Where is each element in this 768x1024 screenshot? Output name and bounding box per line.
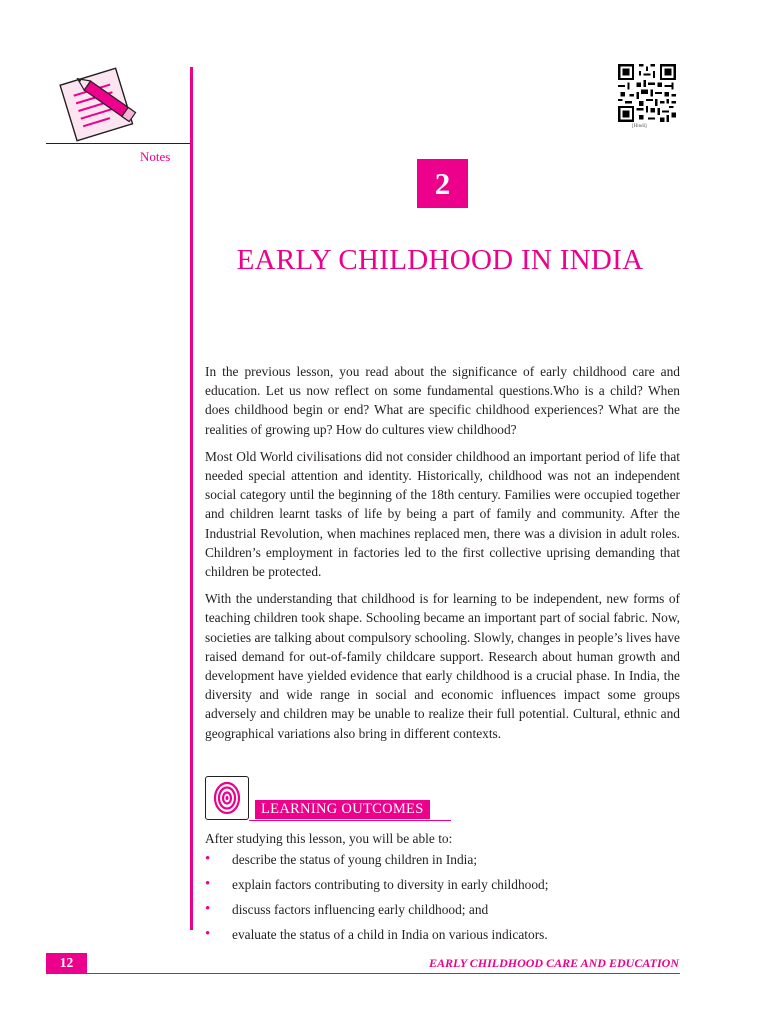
notes-rule — [46, 143, 190, 144]
learning-outcomes-list — [205, 852, 548, 952]
learning-outcomes-heading: LEARNING OUTCOMES — [255, 800, 430, 819]
paragraph-history: Most Old World civilisations did not consider childhood an important period of life that needed special attention and identity. Historically, childhood was not an independent social category until the beginning of the 18th century. Families were occupied together and children learnt tasks of life by being a part of family and community. After the Industrial Revolution, when machines replaced men, there was a division in adult roles. Children’s employment in factories led to the first collective uprising demanding that children be protected. — [205, 448, 680, 580]
qr-code-icon[interactable] — [618, 64, 676, 122]
paragraph-intro: In the previous lesson, you read about the significance of early childhood care and education. Let us now reflect on some fundamental questions.Who is a child? When does childhood begin or end? What are specific childhood experiences? What are the realities of growing up? How do cultures view childhood? — [205, 364, 680, 437]
notepad-pencil-icon — [50, 62, 150, 142]
list-item-text: explain factors contributing to diversity in early childhood; — [232, 877, 549, 892]
footer-rule — [46, 973, 680, 974]
footer-book-title: EARLY CHILDHOOD CARE AND EDUCATION — [428, 956, 679, 970]
paragraph-schooling: With the understanding that childhood is for learning to be independent, new forms of teaching children took shape. Schooling became an important part of social fabric. Now, societies are talking about compulsory schooling. Slowly, changes in people’s lives have raised demand for out-of-family childcare support. Research about human growth and development have yielded evidence that early childhood is a crucial phase. In India, the diversity and wide range in social and economic influences impact some groups adversely and children may be unable to realize their full potential. Cultural, ethnic and geographical variations also bring in different contexts. — [205, 591, 680, 741]
bullet-icon: • — [205, 901, 211, 917]
list-item-text: describe the status of young children in India; — [232, 852, 478, 867]
qr-caption: [Hindi] — [632, 124, 647, 129]
target-icon — [205, 776, 249, 820]
list-item — [205, 902, 548, 927]
learning-outcomes-rule — [249, 820, 451, 821]
bullet-icon: • — [205, 926, 211, 942]
notes-label: Notes — [140, 149, 171, 164]
chapter-title: EARLY CHILDHOOD IN INDIA — [236, 244, 644, 276]
list-item-text: discuss factors influencing early childhood; and — [232, 902, 489, 917]
margin-divider-line — [190, 67, 193, 930]
body-text — [205, 362, 680, 751]
list-item — [205, 927, 548, 952]
list-item — [205, 877, 548, 902]
page-number: 12 — [46, 953, 87, 973]
list-item — [205, 852, 548, 877]
chapter-number: 2 — [417, 159, 468, 208]
learning-outcomes-intro: After studying this lesson, you will be able to: — [205, 831, 453, 846]
bullet-icon: • — [205, 851, 211, 867]
bullet-icon: • — [205, 876, 211, 892]
list-item-text: evaluate the status of a child in India on various indicators. — [232, 927, 548, 942]
